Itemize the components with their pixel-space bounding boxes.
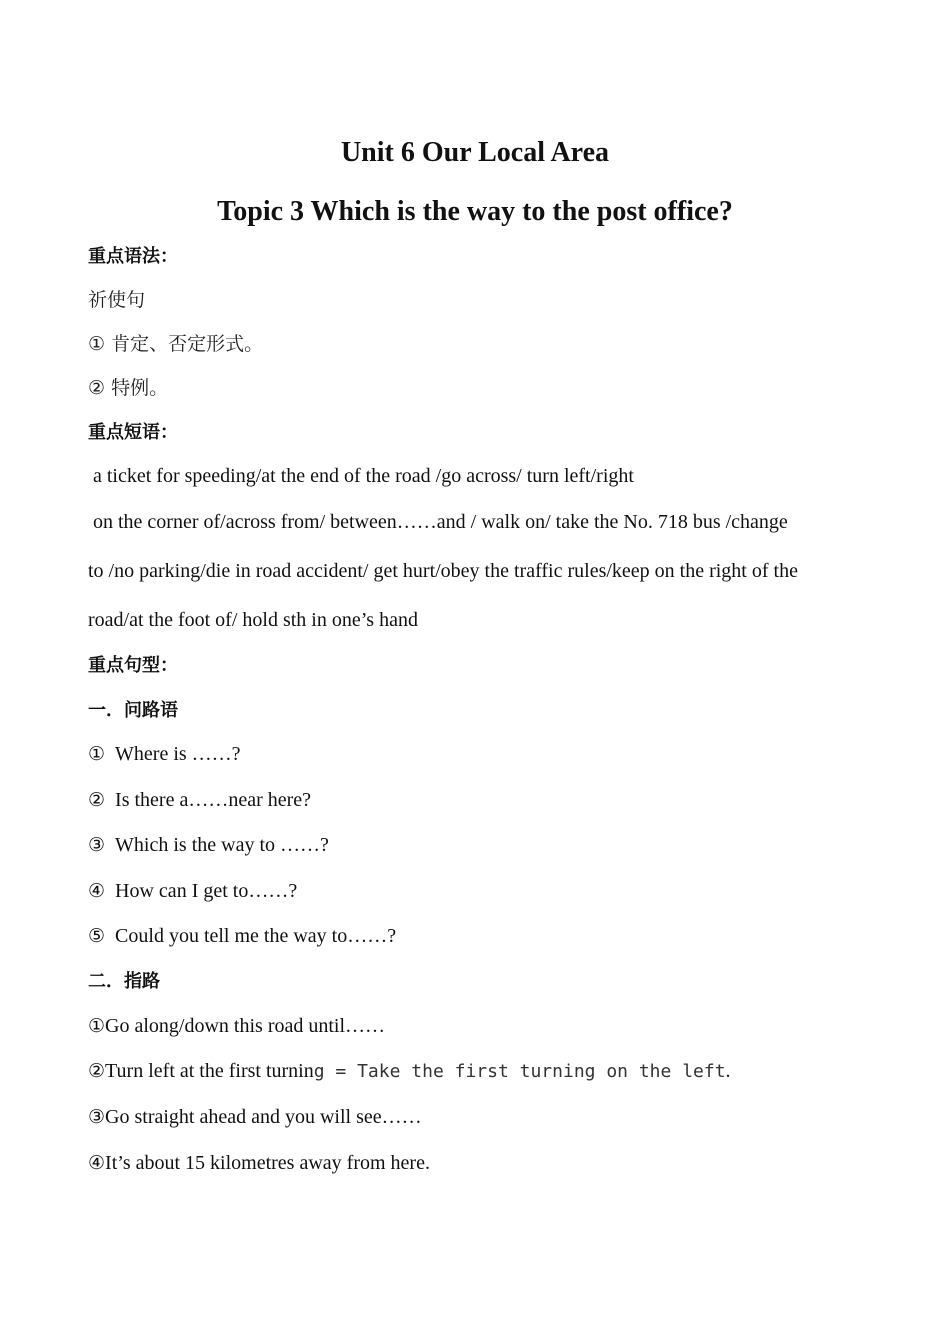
grammar-item: ② 特例。 (88, 377, 169, 399)
directions-item (88, 1149, 878, 1177)
item-number: ③ (88, 1106, 106, 1128)
phrase-line: to /no parking/die in road accident/ get hurt/obey the traffic rules/keep on the right of the (88, 560, 798, 582)
item-alt-text: g = Take the first turning on the left (313, 1061, 726, 1082)
item-number: ④ (88, 1152, 106, 1174)
item-text: Could you tell me the way to……? (115, 925, 397, 947)
document-title: Unit 6 Our Local Area (340, 137, 610, 168)
directions-item (88, 1103, 878, 1131)
asking-item (88, 740, 878, 768)
item-text: Is there a……near here? (115, 789, 312, 811)
item-text: It’s about 15 kilometres away from here. (105, 1152, 430, 1174)
item-number: ③ (88, 834, 106, 856)
directions-item (88, 1057, 878, 1086)
item-text: Where is ……? (115, 743, 241, 765)
document-subtitle: Topic 3 Which is the way to the post office? (217, 196, 733, 227)
asking-item (88, 877, 878, 905)
item-text: Go along/down this road until…… (105, 1015, 386, 1037)
phrase-line: a ticket for speeding/at the end of the road /go across/ turn left/right (88, 465, 634, 487)
item-number: ⑤ (88, 925, 106, 947)
phrases-heading: 重点短语： (88, 422, 178, 443)
sentences-heading: 重点句型： (88, 655, 178, 676)
asking-item (88, 786, 878, 814)
grammar-heading: 重点语法： (88, 246, 178, 267)
phrase-line: on the corner of/across from/ between……and / walk on/ take the No. 718 bus /change (88, 511, 788, 533)
item-text: How can I get to……? (115, 880, 298, 902)
item-text: Turn left at the first turnin (105, 1060, 314, 1082)
item-number: ② (88, 789, 106, 811)
section-heading-asking: 一．问路语 (88, 700, 178, 721)
item-number: ② (88, 1060, 106, 1082)
asking-item (88, 831, 878, 859)
item-number: ① (88, 743, 106, 765)
grammar-item: ① 肯定、否定形式。 (88, 333, 264, 355)
asking-item (88, 922, 878, 950)
directions-item (88, 1012, 878, 1040)
grammar-topic: 祈使句 (88, 289, 146, 311)
phrase-line: road/at the foot of/ hold sth in one’s hand (88, 609, 418, 631)
item-text: Go straight ahead and you will see…… (105, 1106, 422, 1128)
item-end: . (725, 1060, 731, 1082)
item-number: ① (88, 1015, 106, 1037)
item-number: ④ (88, 880, 106, 902)
section-heading-directions: 二．指路 (88, 971, 160, 992)
item-text: Which is the way to ……? (115, 834, 329, 856)
